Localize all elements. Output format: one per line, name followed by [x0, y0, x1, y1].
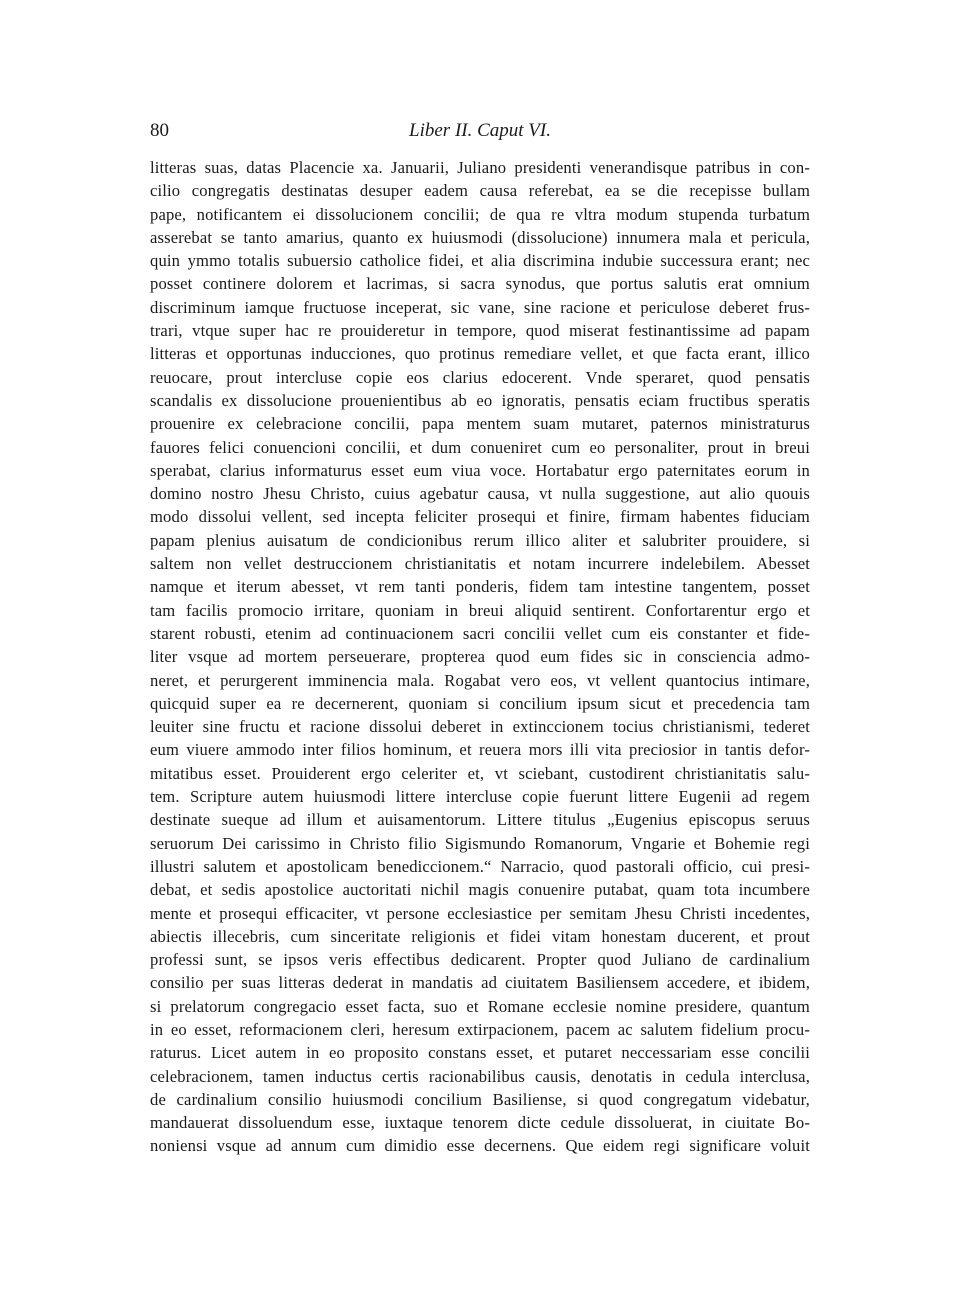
text-line: neret, et perurgerent imminencia mala. Rogabat vero eos, vt vellent quantocius intimare,	[150, 670, 810, 690]
text-line: papam plenius auisatum de condicionibus rerum illico aliter et salubriter prouidere, si	[150, 530, 810, 550]
text-line: saltem non vellet destruccionem christianitatis et notam incurrere indelebilem. Abesset	[150, 554, 810, 574]
text-line: starent robusti, etenim ad continuacionem sacri concilii vellet cum eis constanter et fide-	[150, 623, 810, 643]
text-line: posset continere dolorem et lacrimas, si sacra synodus, que portus salutis erat omnium	[150, 274, 810, 294]
text-line: destinate sueque ad illum et auisamentorum. Littere titulus „Eugenius episcopus seruus	[150, 810, 810, 830]
text-line: eum viuere ammodo inter filios hominum, et reuera mors illi vita preciosior in tantis defor-	[150, 740, 810, 760]
body-text	[150, 156, 810, 1158]
text-line: modo dissolui vellent, sed incepta feliciter prosequi et finire, firmam habentes fiduciam	[150, 507, 810, 527]
text-line: de cardinalium consilio huiusmodi concilium Basiliense, si quod congregatum videbatur,	[150, 1089, 810, 1109]
text-line: professi sunt, se ipsos veris effectibus dedicarent. Propter quod Juliano de cardinalium	[150, 950, 810, 970]
text-line: in eo esset, reformacionem cleri, heresum extirpacionem, pacem ac salutem fidelium procu-	[150, 1019, 810, 1039]
text-line: quicquid super ea re decernerent, quoniam si concilium ipsum sicut et precedencia tam	[150, 693, 810, 713]
text-line: litteras et opportunas inducciones, quo protinus remediare vellet, et que facta erant, illico	[150, 344, 810, 364]
page-header	[150, 116, 810, 146]
text-line: scandalis ex dissolucione prouenientibus ab eo ignoratis, pensatis eciam fructibus speratis	[150, 390, 810, 410]
text-line: si prelatorum congregacio esset facta, suo et Romane ecclesie nomine presidere, quantum	[150, 996, 810, 1016]
text-line: cilio congregatis destinatas desuper eadem causa referebat, ea se die recepisse bullam	[150, 181, 810, 201]
text-line: raturus. Licet autem in eo proposito constans esset, et putaret neccessariam esse concilii	[150, 1043, 810, 1063]
text-line: mandauerat dissoluendum esse, iuxtaque tenorem dicte cedule dissoluerat, in ciuitate Bo-	[150, 1113, 810, 1133]
text-line: illustri salutem et apostolicam benediccionem.“ Narracio, quod pastorali officio, cui presi-	[150, 856, 810, 876]
text-line: leuiter sine fructu et racione dissolui deberet in extinccionem tocius christianismi, tederet	[150, 717, 810, 737]
text-line: discriminum iamque fructuose inceperat, sic vane, sine racione et periculose deberet frus-	[150, 297, 810, 317]
text-line: asserebat se tanto amarius, quanto ex huiusmodi (dissolucione) innumera mala et pericula,	[150, 227, 810, 247]
text-line: noniensi vsque ad annum cum dimidio esse decernens. Que eidem regi significare voluit	[150, 1136, 810, 1156]
text-line: reuocare, prout intercluse copie eos clarius edocerent. Vnde speraret, quod pensatis	[150, 367, 810, 387]
text-line: litteras suas, datas Placencie xa. Januarii, Juliano presidenti venerandisque patribus in con-	[150, 158, 810, 177]
text-line: domino nostro Jhesu Christo, cuius agebatur causa, vt nulla suggestione, aut alio quouis	[150, 484, 810, 504]
text-line: tam facilis promocio irritare, quoniam in breui aliquid sentirent. Confortarentur ergo et	[150, 600, 810, 620]
text-line: consilio per suas litteras dederat in mandatis ad ciuitatem Basiliensem accedere, et ibidem,	[150, 973, 810, 993]
text-line: pape, notificantem ei dissolucionem concilii; de qua re vltra modum stupenda turbatum	[150, 204, 810, 224]
text-line: fauores felici conuencioni concilii, et dum conueniret cum eo personaliter, prout in breui	[150, 437, 810, 457]
text-line: abiectis illecebris, cum sinceritate religionis et fidei vitam honestam ducerent, et prout	[150, 926, 810, 946]
text-line: celebracionem, tamen inductus certis racionabilibus causis, denotatis in cedula interclusa,	[150, 1066, 810, 1086]
text-line: debat, et sedis apostolice auctoritati nichil magis conuenire putabat, quam tota incumbere	[150, 880, 810, 900]
text-line: mitatibus esset. Prouiderent ergo celeriter et, vt sciebant, custodirent christianitatis salu-	[150, 763, 810, 783]
text-line: sperabat, clarius informaturus esset eum viua voce. Hortabatur ergo paternitates eorum in	[150, 460, 810, 480]
text-line: seruorum Dei carissimo in Christo filio Sigismundo Romanorum, Vngarie et Bohemie regi	[150, 833, 810, 853]
text-line: liter vsque ad mortem perseuerare, propterea quod eum fides sic in consciencia admo-	[150, 647, 810, 667]
text-line: prouenire ex celebracione concilii, papa mentem suam mutaret, paternos ministraturus	[150, 414, 810, 434]
text-line: quin ymmo totalis subuersio catholice fidei, et alia discrimina indubie successura erant; nec	[150, 251, 810, 271]
text-line: namque et iterum abesset, vt rem tanti ponderis, fidem tam intestine tangentem, posset	[150, 577, 810, 597]
text-line: tem. Scripture autem huiusmodi littere intercluse copie fuerunt littere Eugenii ad regem	[150, 787, 810, 807]
page-number: 80	[150, 120, 169, 141]
text-line: trari, vtque super hac re prouideretur in tempore, quod miserat festinantissime ad papam	[150, 321, 810, 341]
text-line: mente et prosequi efficaciter, vt persone ecclesiastice per semitam Jhesu Christi incedentes,	[150, 903, 810, 923]
running-head: Liber II. Caput VI.	[409, 120, 551, 141]
